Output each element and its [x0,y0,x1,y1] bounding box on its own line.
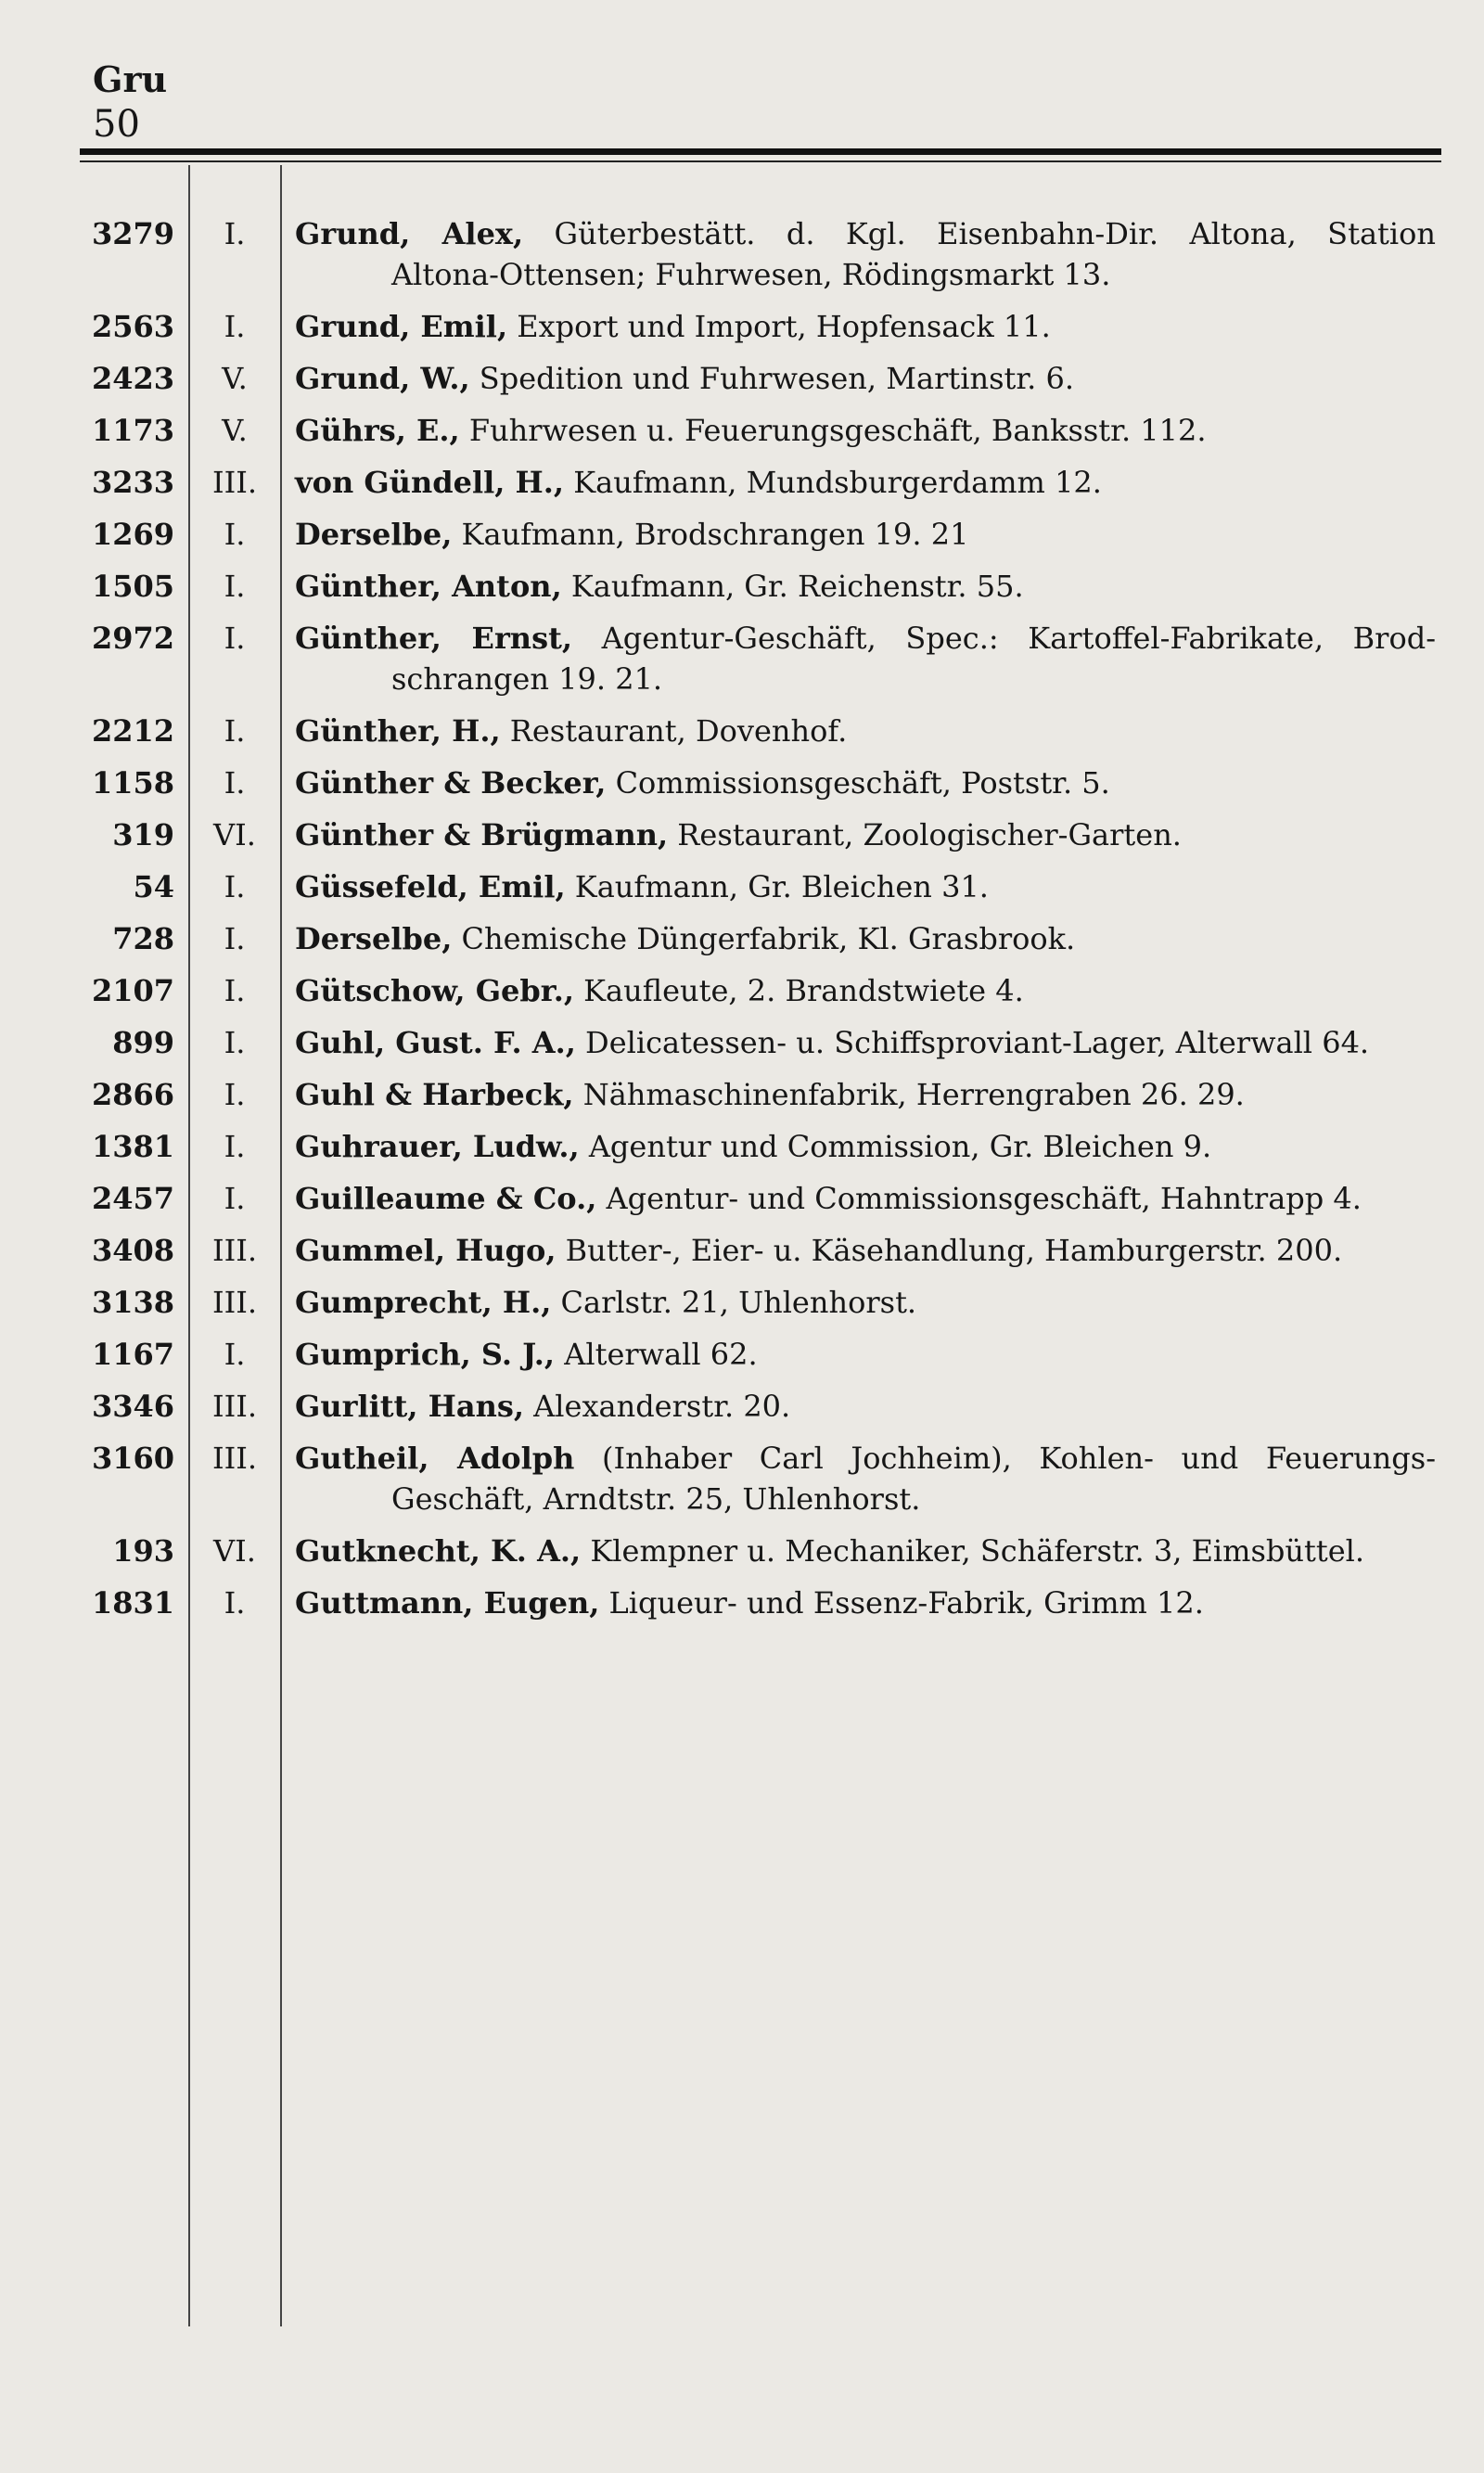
entry-name: Derselbe, [295,921,453,956]
entry-first-line [295,1282,1436,1323]
entry-continuation: schrangen 19. 21. [391,661,663,697]
entry-text: Agentur- und Commissionsgeschäft, Hahntrapp 4. [596,1181,1362,1216]
entry-name: Guhl, Gust. F. A., [295,1025,576,1060]
entry-number: 1505 [91,569,174,604]
entry-body [295,866,1436,907]
entry-body [295,1022,1436,1063]
entry-text: Chemische Düngerfabrik, Kl. Grasbrook. [452,921,1076,956]
entry-body [295,711,1436,751]
entry-body [295,1230,1436,1271]
entry-class: I. [224,765,246,801]
entry-first-line [295,918,1436,959]
entry-body [295,306,1436,347]
entry-number: 193 [112,1533,174,1569]
entry-body [295,1178,1436,1219]
entry-name: Gutknecht, K. A., [295,1533,582,1569]
entry-name: Gummel, Hugo, [295,1233,556,1268]
entry-name: Günther & Brügmann, [295,817,669,852]
entry-text: Agentur und Commission, Gr. Bleichen 9. [579,1129,1212,1164]
column-divider-2 [280,165,282,2326]
entry-name: Guilleaume & Co., [295,1181,597,1216]
entry-class: III. [211,1233,258,1268]
entry-text: Restaurant, Dovenhof. [500,713,848,749]
entry-first-line [295,1126,1436,1167]
entry-first-line [295,1334,1436,1375]
entry-name: Gührs, E., [295,413,460,448]
entry-number: 1158 [91,765,174,801]
entry-number: 1831 [91,1585,174,1621]
entry-class: V. [222,413,248,448]
entry-first-line [295,1438,1436,1479]
entry-number: 2107 [91,973,174,1008]
entry-number: 1269 [91,517,174,552]
entry-first-line [295,711,1436,751]
entry-number: 1173 [91,413,174,448]
entry-text: Carlstr. 21, Uhlenhorst. [551,1285,917,1320]
entry-first-line [295,1022,1436,1063]
entry-body [295,213,1436,295]
entry-first-line [295,1230,1436,1271]
entry-number: 1167 [91,1337,174,1372]
entry-first-line [295,970,1436,1011]
entry-class: I. [224,216,246,251]
entry-first-line [295,306,1436,347]
entry-text: Kaufmann, Gr. Reichenstr. 55. [561,569,1024,604]
entry-number: 3279 [91,216,174,251]
entry-text: (Inhaber Carl Jochheim), Kohlen- und Feuerungs- [574,1441,1437,1476]
entry-class: VI. [213,1533,256,1569]
entry-text: Kaufmann, Gr. Bleichen 31. [565,869,989,904]
entry-body [295,1334,1436,1375]
entry-name: Güssefeld, Emil, [295,869,566,904]
entry-text: Liqueur- und Essenz-Fabrik, Grimm 12. [599,1585,1204,1621]
entry-name: Günther, H., [295,713,501,749]
entry-class: III. [211,1285,258,1320]
entry-number: 2866 [91,1077,174,1112]
entry-first-line [295,213,1436,254]
entry-class: I. [224,621,246,656]
entry-class: V. [222,361,248,396]
entry-text: Commissionsgeschäft, Poststr. 5. [606,765,1110,801]
entry-name: Gumprecht, H., [295,1285,552,1320]
entry-class: I. [224,309,246,344]
entry-name: Grund, W., [295,361,470,396]
entry-first-line [295,358,1436,399]
entry-first-line [295,814,1436,855]
entry-body [295,970,1436,1011]
entry-text: Alterwall 62. [555,1337,758,1372]
entry-name: Grund, Alex, [295,216,524,251]
entry-class: I. [224,1077,246,1112]
entry-number: 2563 [91,309,174,344]
entry-text: Fuhrwesen u. Feuerungsgeschäft, Banksstr. 112. [459,413,1207,448]
entry-name: Guhrauer, Ludw., [295,1129,580,1164]
entry-number: 2423 [91,361,174,396]
entry-continuation: Geschäft, Arndtstr. 25, Uhlenhorst. [391,1481,921,1517]
entry-class: I. [224,1337,246,1372]
entry-text: Kaufmann, Brodschrangen 19. 21 [452,517,969,552]
entry-number: 319 [112,817,174,852]
entry-number: 3160 [91,1441,174,1476]
entry-name: Grund, Emil, [295,309,508,344]
entry-class: VI. [213,817,256,852]
entry-class: I. [224,1129,246,1164]
entry-name: Gurlitt, Hans, [295,1389,524,1424]
entry-body [295,1438,1436,1519]
entry-body [295,1074,1436,1115]
entry-text: Delicatessen- u. Schiffsproviant-Lager, Alterwall 64. [575,1025,1370,1060]
entry-class: I. [224,1025,246,1060]
header-rule-thick [80,148,1441,155]
entry-body [295,918,1436,959]
header-rule-thin [80,160,1441,162]
entry-name: Günther, Ernst, [295,621,573,656]
entry-first-line [295,566,1436,607]
entry-text: Export und Import, Hopfensack 11. [507,309,1051,344]
entry-first-line [295,1074,1436,1115]
entry-body [295,1531,1436,1571]
entry-body [295,462,1436,503]
entry-name: Günther & Becker, [295,765,607,801]
entry-first-line [295,1582,1436,1623]
entry-first-line [295,462,1436,503]
entry-body [295,514,1436,555]
entry-name: Gütschow, Gebr., [295,973,574,1008]
entry-body [295,410,1436,451]
entry-first-line [295,1178,1436,1219]
entry-class: I. [224,713,246,749]
entry-number: 1381 [91,1129,174,1164]
entry-number: 3346 [91,1389,174,1424]
entry-text: Klempner u. Mechaniker, Schäferstr. 3, Eimsbüttel. [581,1533,1365,1569]
entry-class: III. [211,1441,258,1476]
entry-number: 3138 [91,1285,174,1320]
entry-number: 899 [112,1025,174,1060]
entry-name: von Gündell, H., [295,465,565,500]
entry-name: Gumprich, S. J., [295,1337,556,1372]
entry-body [295,1386,1436,1427]
entry-body [295,566,1436,607]
entry-text: Agentur-Geschäft, Spec.: Kartoffel-Fabrikate, Brod- [572,621,1437,656]
entry-text: Güterbestätt. d. Kgl. Eisenbahn-Dir. Altona, Station [523,216,1437,251]
entry-first-line [295,1531,1436,1571]
entry-class: I. [224,869,246,904]
entry-body [295,814,1436,855]
entry-first-line [295,618,1436,659]
entry-number: 3408 [91,1233,174,1268]
running-head-key: Gru [93,58,168,100]
entry-text: Nähmaschinenfabrik, Herrengraben 26. 29. [573,1077,1245,1112]
entry-class: III. [211,465,258,500]
entry-body [295,1282,1436,1323]
entry-class: I. [224,1585,246,1621]
entry-class: I. [224,973,246,1008]
page-number: 50 [93,103,140,146]
entry-first-line [295,514,1436,555]
entry-body [295,618,1436,699]
entry-name: Gutheil, Adolph [295,1441,575,1476]
entry-class: I. [224,569,246,604]
entry-body [295,762,1436,803]
entry-number: 2212 [91,713,174,749]
entry-first-line [295,762,1436,803]
entry-name: Günther, Anton, [295,569,562,604]
entry-text: Kaufleute, 2. Brandstwiete 4. [573,973,1024,1008]
entry-number: 2972 [91,621,174,656]
entry-text: Alexanderstr. 20. [524,1389,791,1424]
entry-text: Restaurant, Zoologischer-Garten. [668,817,1182,852]
entry-number: 54 [133,869,174,904]
entry-class: I. [224,517,246,552]
entry-name: Derselbe, [295,517,453,552]
entry-class: I. [224,921,246,956]
entry-continuation: Altona-Ottensen; Fuhrwesen, Rödingsmarkt 13. [391,257,1111,292]
entry-class: III. [211,1389,258,1424]
entry-text: Butter-, Eier- u. Käsehandlung, Hamburgerstr. 200. [556,1233,1343,1268]
entry-body [295,1126,1436,1167]
entry-first-line [295,866,1436,907]
entry-number: 728 [112,921,174,956]
entry-name: Guhl & Harbeck, [295,1077,574,1112]
running-head [93,58,167,147]
entry-text: Spedition und Fuhrwesen, Martinstr. 6. [469,361,1074,396]
entry-number: 2457 [91,1181,174,1216]
entry-first-line [295,1386,1436,1427]
entry-name: Guttmann, Eugen, [295,1585,600,1621]
entry-text: Kaufmann, Mundsburgerdamm 12. [564,465,1102,500]
entry-body [295,1582,1436,1623]
entry-first-line [295,410,1436,451]
entry-class: I. [224,1181,246,1216]
entry-number: 3233 [91,465,174,500]
entry-body [295,358,1436,399]
